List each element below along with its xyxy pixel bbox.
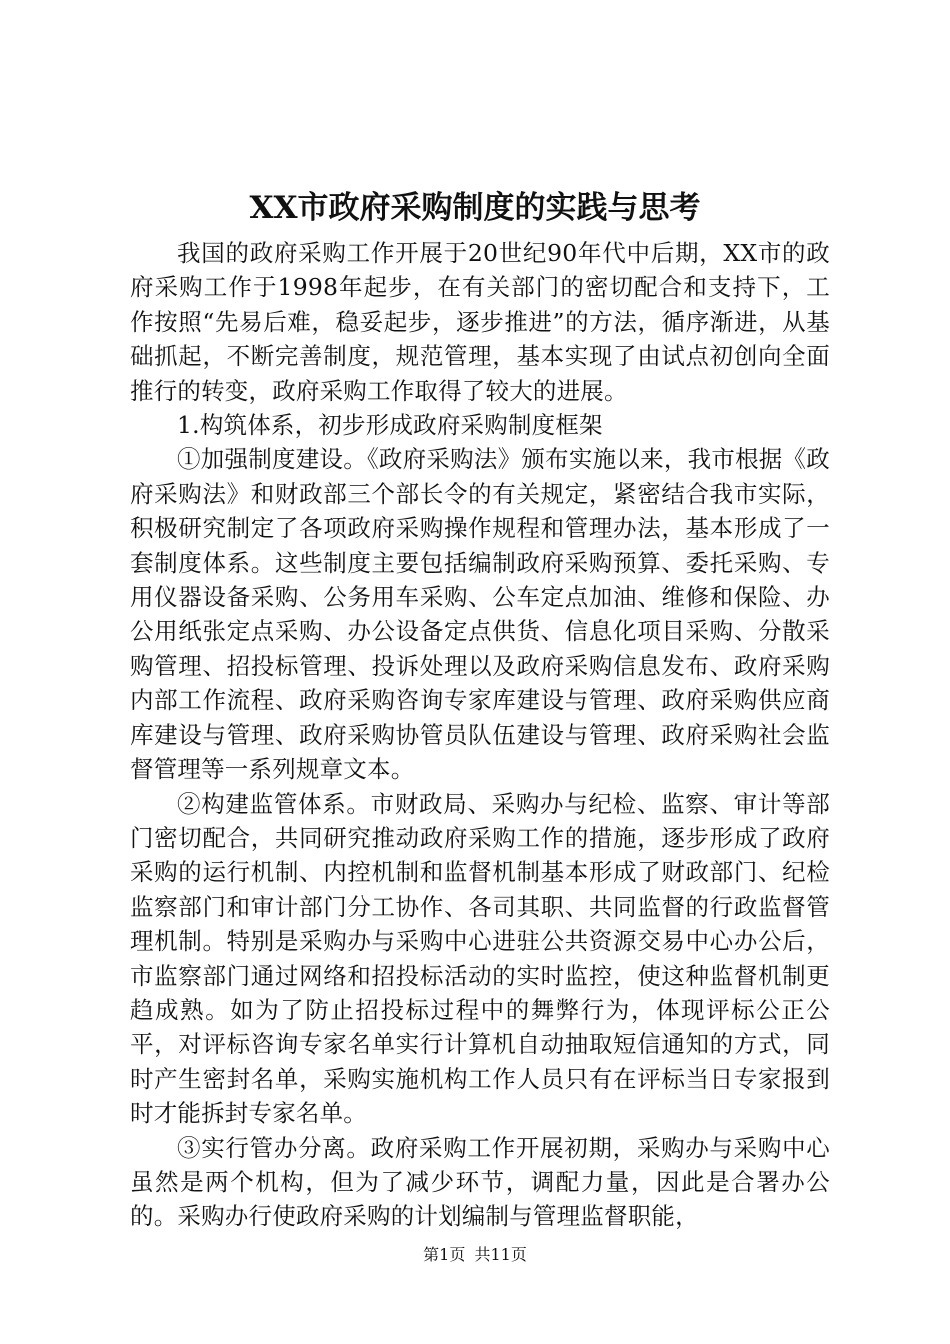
- paragraph-intro: 我国的政府采购工作开展于20世纪90年代中后期，XX市的政府采购工作于1998年起步，在有关部门的密切配合和支持下，工作按照“先易后难，稳妥起步，逐步推进”的方法，循序渐进，从基础抓起，不断完善制度，规范管理，基本实现了由试点初创向全面推行的转变，政府采购工作取得了较大的进展。: [130, 239, 830, 405]
- page-footer: [0, 1244, 950, 1266]
- paragraph-item-3: ③实行管办分离。政府采购工作开展初期，采购办与采购中心虽然是两个机构，但为了减少环节，调配力量，因此是合署办公的。采购办行使政府采购的计划编制与管理监督职能，: [130, 1133, 830, 1231]
- section-heading-1: 1.构筑体系，初步形成政府采购制度框架: [177, 411, 603, 440]
- paragraph-item-2: ②构建监管体系。市财政局、采购办与纪检、监察、审计等部门密切配合，共同研究推动政府采购工作的措施，逐步形成了政府采购的运行机制、内控机制和监督机制基本形成了财政部门、纪检监察部门和审计部门分工协作、各司其职、共同监督的行政监督管理机制。特别是采购办与采购中心进驻公共资源交易中心办公后，市监察部门通过网络和招投标活动的实时监控，使这种监督机制更趋成熟。如为了防止招投标过程中的舞弊行为，体现评标公正公平，对评标咨询专家名单实行计算机自动抽取短信通知的方式，同时产生密封名单，采购实施机构工作人员只有在评标当日专家报到时才能拆封专家名单。: [130, 789, 830, 1128]
- document-title: XX市政府采购制度的实践与思考: [249, 190, 701, 226]
- page-total: 共11页: [474, 1245, 527, 1264]
- document-body: [130, 236, 830, 1234]
- paragraph-item-1: ①加强制度建设。《政府采购法》颁布实施以来，我市根据《政府采购法》和财政部三个部长令的有关规定，紧密结合我市实际，积极研究制定了各项政府采购操作规程和管理办法，基本形成了一套制度体系。这些制度主要包括编制政府采购预算、委托采购、专用仪器设备采购、公务用车采购、公车定点加油、维修和保险、办公用纸张定点采购、办公设备定点供货、信息化项目采购、分散采购管理、招投标管理、投诉处理以及政府采购信息发布、政府采购内部工作流程、政府采购咨询专家库建设与管理、政府采购供应商库建设与管理、政府采购协管员队伍建设与管理、政府采购社会监督管理等一系列规章文本。: [130, 445, 830, 784]
- page-number: 第1页: [423, 1245, 466, 1264]
